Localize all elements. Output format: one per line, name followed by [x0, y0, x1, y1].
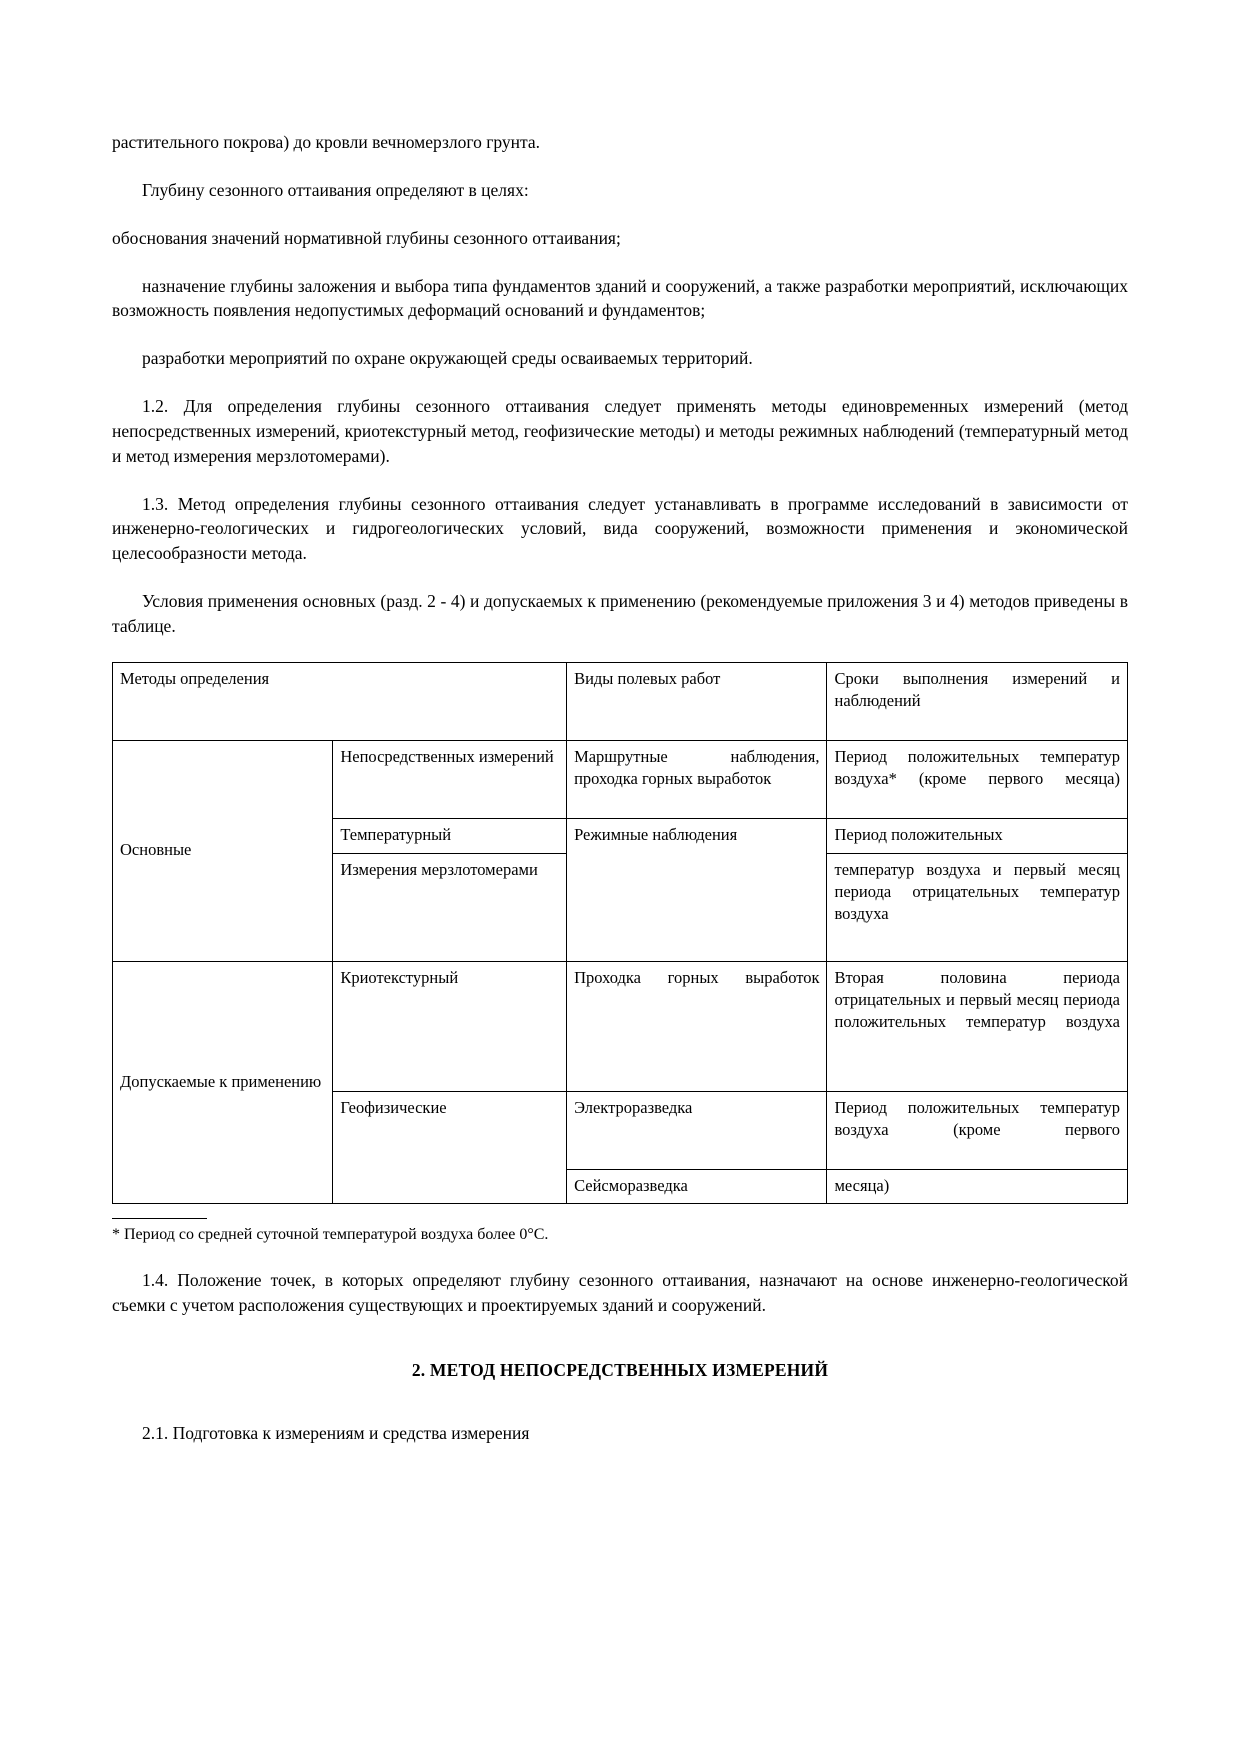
paragraph-purpose-3: разработки мероприятий по охране окружающей среды осваиваемых территорий.	[142, 348, 753, 369]
terms: месяца)	[827, 1169, 1128, 1203]
table-row	[113, 741, 1128, 819]
paragraph-clause-2-1: 2.1. Подготовка к измерениям и средства измерения	[142, 1423, 530, 1444]
field-works: Проходка горных выработок	[567, 961, 827, 1091]
header-field-works: Виды полевых работ	[567, 662, 827, 740]
table-row	[113, 961, 1128, 1091]
paragraph-continuation: растительного покрова) до кровли вечномерзлого грунта.	[112, 132, 541, 152]
paragraph-clause-1-2: 1.2. Для определения глубины сезонного оттаивания следует применять методы единовременных измерений (метод непосредственных измерений, криотекстурный метод, геофизические методы) и методы режимных наблюдений (температурный метод и метод измерения мерзлотомерами).	[112, 396, 1128, 466]
method-name: Измерения мерзлотомерами	[333, 853, 567, 961]
paragraph-clause-1-4: 1.4. Положение точек, в которых определяют глубину сезонного оттаивания, назначают на основе инженерно-геологической съемки с учетом расположения существующих и проектируемых зданий и сооружений.	[112, 1270, 1128, 1316]
field-works: Режимные наблюдения	[567, 819, 827, 961]
terms: Вторая половина периода отрицательных и первый месяц периода положительных температур воздуха	[827, 961, 1128, 1091]
table-header-row	[113, 662, 1128, 740]
paragraph-table-intro: Условия применения основных (разд. 2 - 4) и допускаемых к применению (рекомендуемые приложения 3 и 4) методов приведены в таблице.	[112, 591, 1128, 636]
field-works: Сейсморазведка	[567, 1169, 827, 1203]
method-name: Геофизические	[333, 1091, 567, 1203]
terms: температур воздуха и первый месяц периода отрицательных температур воздуха	[827, 853, 1128, 961]
methods-table	[112, 662, 1128, 1204]
terms: Период положительных	[827, 819, 1128, 853]
group-label-allowed: Допускаемые к применению	[113, 961, 333, 1203]
method-name: Температурный	[333, 819, 567, 853]
section-heading: 2. МЕТОД НЕПОСРЕДСТВЕННЫХ ИЗМЕРЕНИЙ	[411, 1360, 829, 1381]
field-works: Маршрутные наблюдения, проходка горных выработок	[567, 741, 827, 819]
method-name: Криотекстурный	[333, 961, 567, 1091]
paragraph-purpose-2: назначение глубины заложения и выбора типа фундаментов зданий и сооружений, а также разработки мероприятий, исключающих возможность появления недопустимых деформаций оснований и фундаментов;	[112, 275, 1128, 321]
paragraph-clause-1-3: 1.3. Метод определения глубины сезонного оттаивания следует устанавливать в программе исследований в зависимости от инженерно-геологических и гидрогеологических условий, вида сооружений, возможности применения и экономической целесообразности метода.	[112, 493, 1128, 564]
terms: Период положительных температур воздуха* (кроме первого месяца)	[827, 741, 1128, 819]
paragraph-purpose-intro: Глубину сезонного оттаивания определяют в целях:	[142, 179, 529, 200]
footnote-divider	[112, 1218, 207, 1219]
header-methods: Методы определения	[113, 662, 567, 740]
group-label-main: Основные	[113, 741, 333, 961]
field-works: Электроразведка	[567, 1091, 827, 1169]
footnote-text: * Период со средней суточной температурой воздуха более 0°С.	[112, 1226, 549, 1244]
method-name: Непосредственных измерений	[333, 741, 567, 819]
header-terms: Сроки выполнения измерений и наблюдений	[827, 662, 1128, 740]
paragraph-purpose-1: обоснования значений нормативной глубины сезонного оттаивания;	[112, 227, 621, 248]
terms: Период положительных температур воздуха (кроме первого	[827, 1091, 1128, 1169]
